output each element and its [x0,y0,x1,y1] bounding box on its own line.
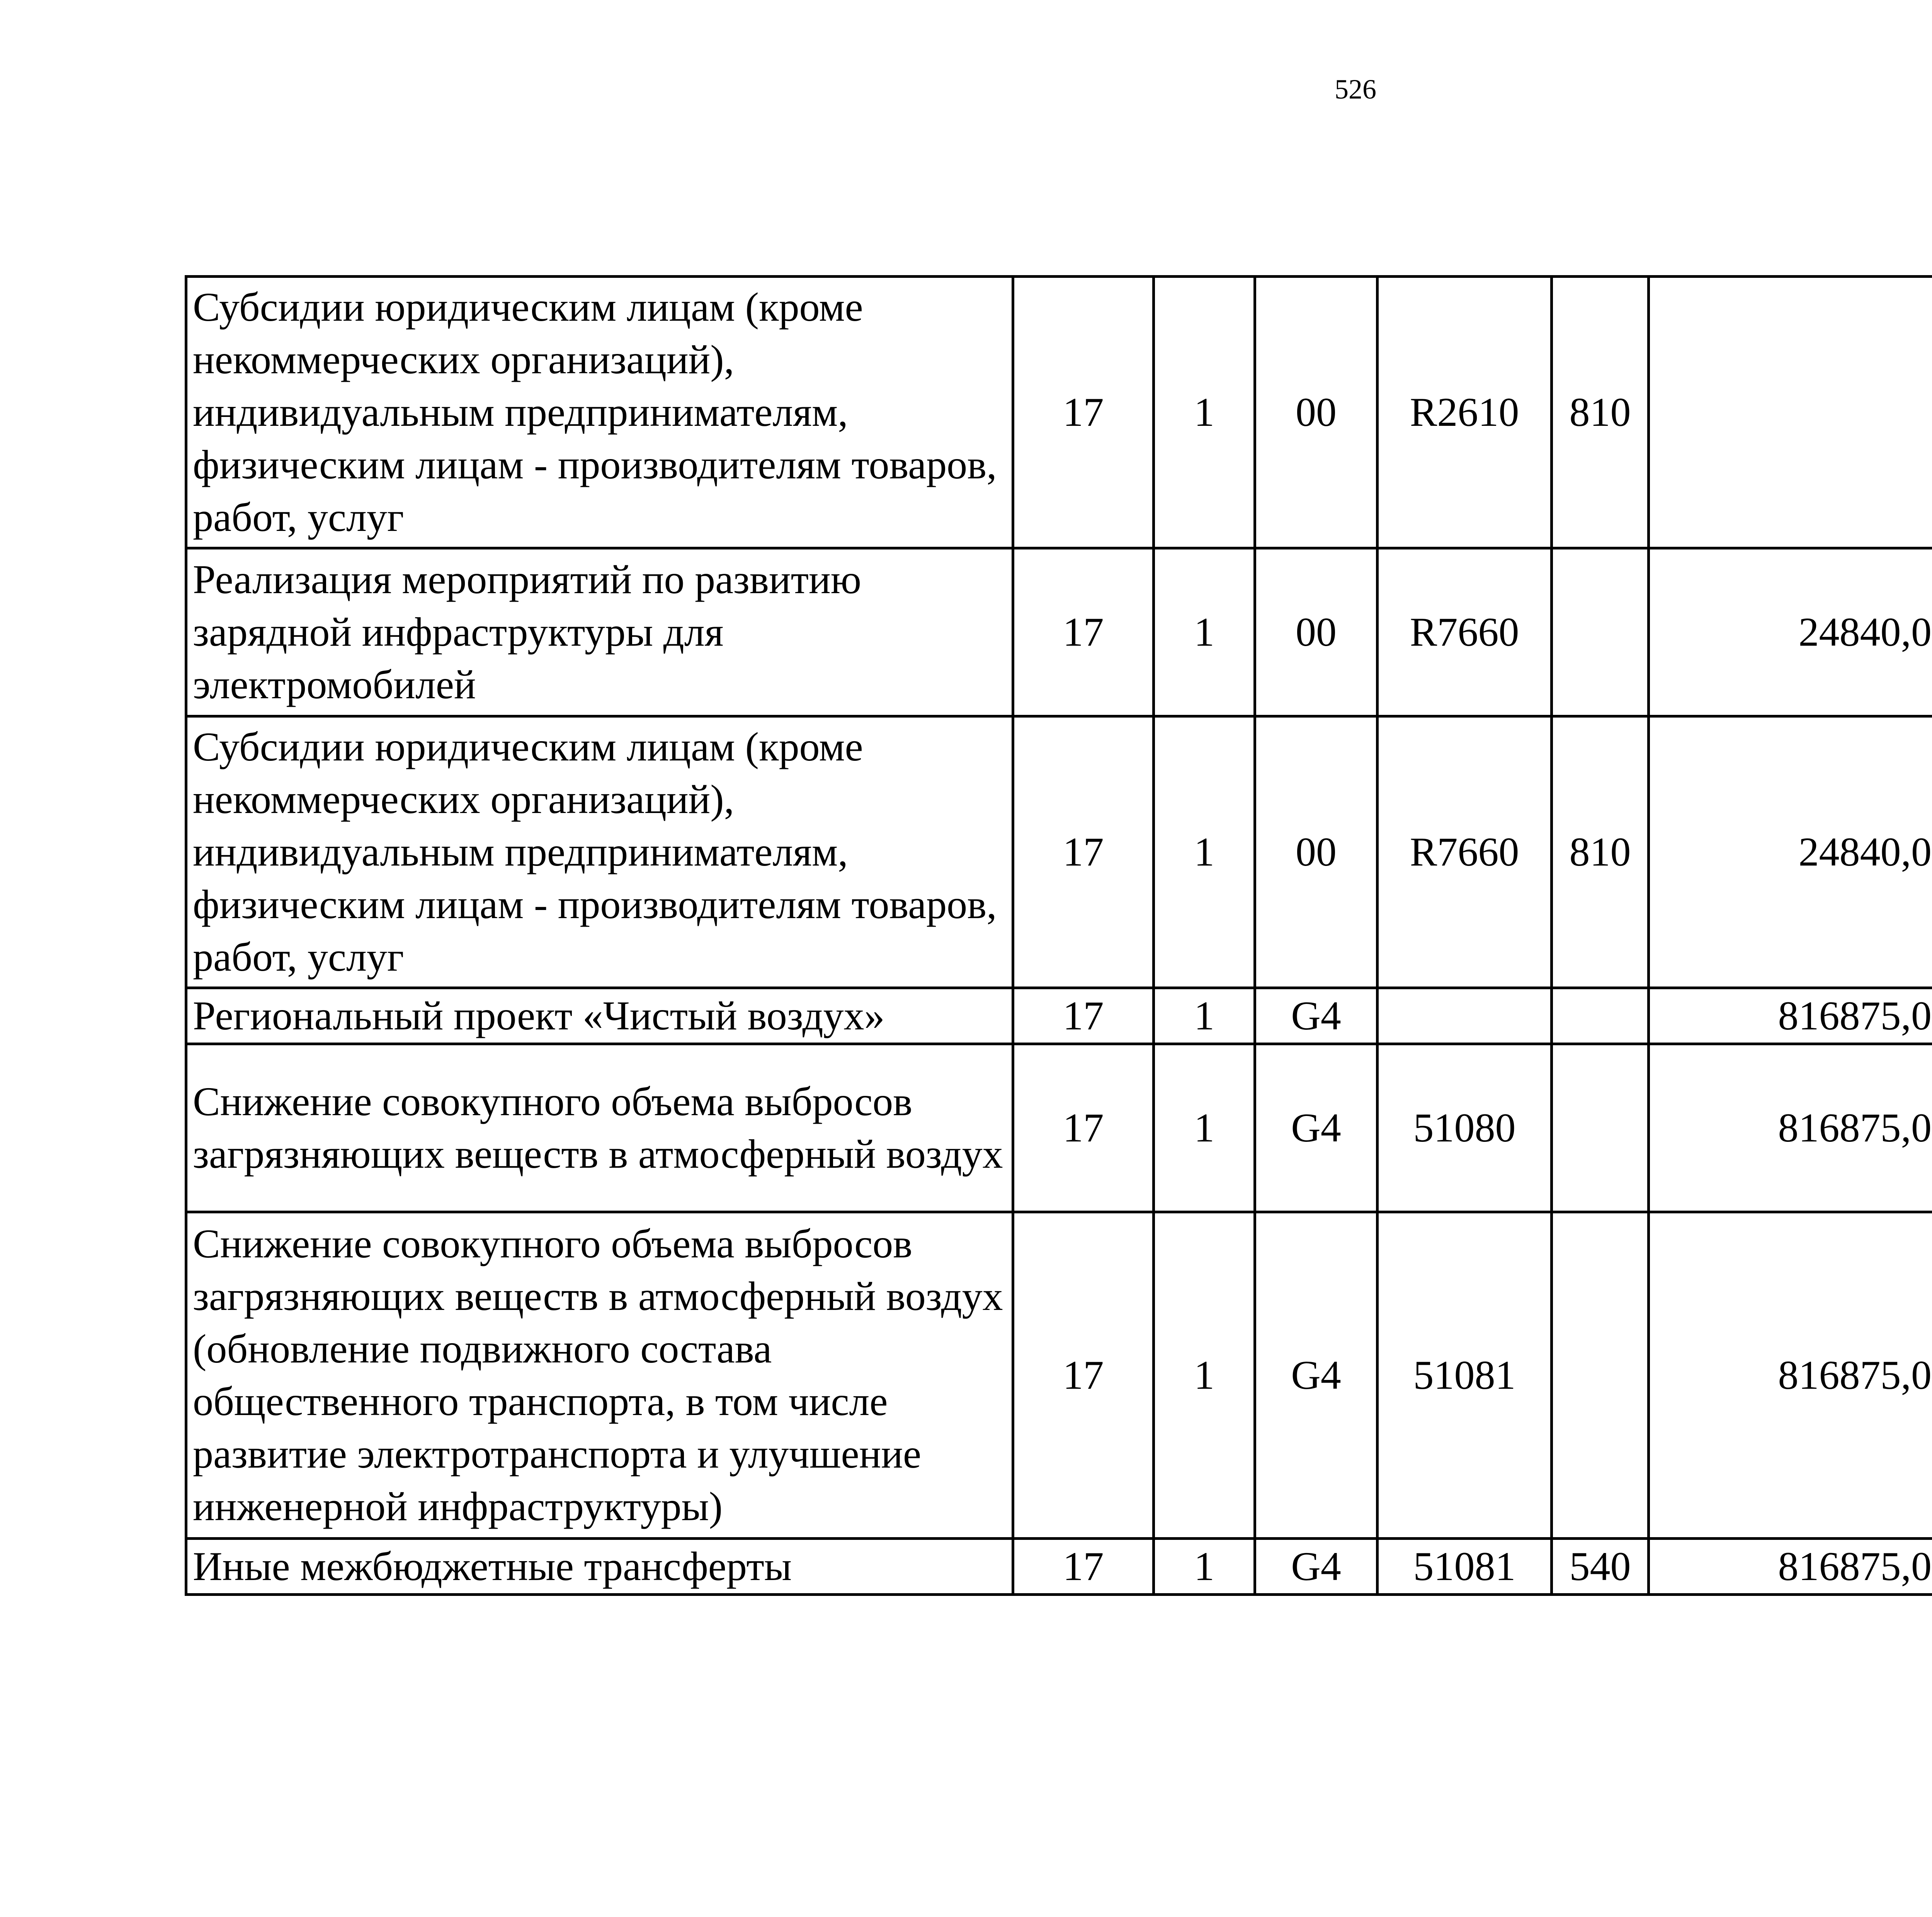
amount-1: 816875,0 [1649,1539,1932,1595]
table-row [186,1539,1932,1595]
code-program-type: 1 [1154,277,1255,548]
amount-1 [1649,277,1932,548]
code-subprogram: G4 [1255,1212,1378,1539]
code-direction: 51081 [1378,1212,1552,1539]
code-subprogram: G4 [1255,988,1378,1044]
table-row [186,548,1932,716]
code-program-type: 1 [1154,1044,1255,1212]
code-subprogram: G4 [1255,1044,1378,1212]
code-direction: R7660 [1378,716,1552,988]
table-row [186,988,1932,1044]
code-expense-type: 540 [1552,1539,1649,1595]
budget-table [185,275,1932,1596]
amount-1: 816875,0 [1649,1044,1932,1212]
code-expense-type: 810 [1552,277,1649,548]
row-name: Субсидии юридическим лицам (кроме некоммерческих организаций), индивидуальным предпринимателям, физическим лицам - производителям товаров, работ, услуг [186,716,1013,988]
code-subprogram: 00 [1255,277,1378,548]
amount-1: 816875,0 [1649,1212,1932,1539]
row-name: Реализация мероприятий по развитию зарядной инфраструктуры для электромобилей [186,548,1013,716]
code-program-type: 1 [1154,1539,1255,1595]
row-name: Субсидии юридическим лицам (кроме некоммерческих организаций), индивидуальным предпринимателям, физическим лицам - производителям товаров, работ, услуг [186,277,1013,548]
code-chapter: 17 [1013,716,1154,988]
code-chapter: 17 [1013,1212,1154,1539]
row-name: Региональный проект «Чистый воздух» [186,988,1013,1044]
code-chapter: 17 [1013,277,1154,548]
code-direction: R7660 [1378,548,1552,716]
code-direction [1378,988,1552,1044]
code-chapter: 17 [1013,548,1154,716]
code-subprogram: 00 [1255,548,1378,716]
amount-1: 816875,0 [1649,988,1932,1044]
row-name: Снижение совокупного объема выбросов загрязняющих веществ в атмосферный воздух [186,1044,1013,1212]
table-row [186,1044,1932,1212]
table-row [186,1212,1932,1539]
code-expense-type [1552,548,1649,716]
row-name: Снижение совокупного объема выбросов загрязняющих веществ в атмосферный воздух (обновление подвижного состава общественного транспорта, в том числе развитие электротранспорта и улучшение инженерной инфраструктуры) [186,1212,1013,1539]
amount-1: 24840,0 [1649,716,1932,988]
code-program-type: 1 [1154,548,1255,716]
code-expense-type [1552,1212,1649,1539]
code-expense-type: 810 [1552,716,1649,988]
table-row [186,716,1932,988]
row-name: Иные межбюджетные трансферты [186,1539,1013,1595]
code-program-type: 1 [1154,1212,1255,1539]
code-direction: 51081 [1378,1539,1552,1595]
page-number: 526 [1335,74,1376,105]
amount-1: 24840,0 [1649,548,1932,716]
code-program-type: 1 [1154,988,1255,1044]
code-direction: 51080 [1378,1044,1552,1212]
code-expense-type [1552,1044,1649,1212]
table-row [186,277,1932,548]
code-expense-type [1552,988,1649,1044]
code-chapter: 17 [1013,1044,1154,1212]
code-chapter: 17 [1013,988,1154,1044]
code-subprogram: 00 [1255,716,1378,988]
code-program-type: 1 [1154,716,1255,988]
code-subprogram: G4 [1255,1539,1378,1595]
code-chapter: 17 [1013,1539,1154,1595]
code-direction: R2610 [1378,277,1552,548]
